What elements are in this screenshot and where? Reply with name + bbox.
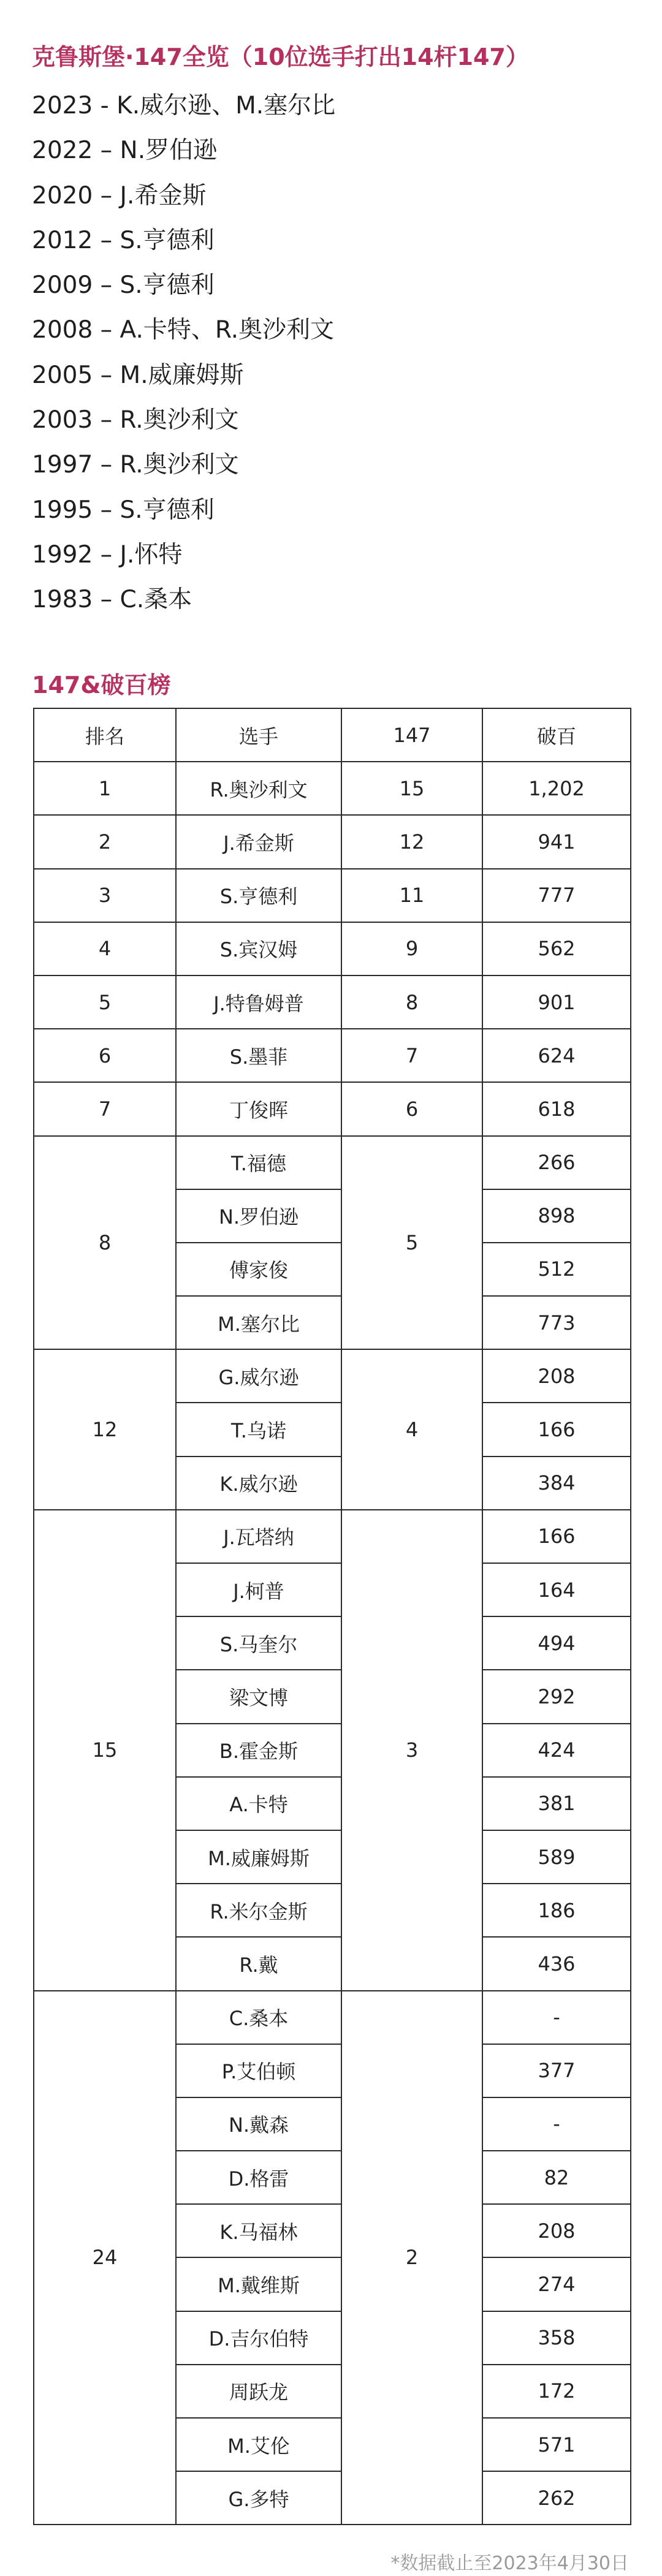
centuries-cell: 1,202 [482,762,631,815]
table-row [34,762,631,815]
count-147-cell: 8 [341,975,482,1029]
player-cell: R.戴 [176,1937,341,1990]
table-row [34,1510,631,1563]
count-147-cell: 7 [341,1029,482,1082]
centuries-cell: 358 [482,2311,631,2365]
header-147: 147 [341,708,482,762]
player-cell: S.马奎尔 [176,1616,341,1670]
data-footnote: *数据截止至2023年4月30日 [390,2553,629,2574]
centuries-cell: 166 [482,1510,631,1563]
rank-cell: 3 [34,869,176,922]
winner-item: 2020 – J.希金斯 [32,181,207,210]
winner-item: 2023 - K.威尔逊、M.塞尔比 [32,92,336,119]
centuries-cell: 571 [482,2418,631,2471]
centuries-cell: 512 [482,1243,631,1296]
player-cell: R.米尔金斯 [176,1884,341,1937]
centuries-cell: 562 [482,922,631,975]
player-cell: 丁俊晖 [176,1082,341,1135]
centuries-cell: 901 [482,975,631,1029]
player-cell: S.墨菲 [176,1029,341,1082]
player-cell: N.戴森 [176,2097,341,2151]
centuries-cell: 186 [482,1884,631,1937]
count-147-cell: 3 [341,1510,482,1991]
rank-cell: 4 [34,922,176,975]
winner-item: 2005 – M.威廉姆斯 [32,361,244,389]
centuries-cell: 898 [482,1189,631,1243]
player-cell: 梁文博 [176,1670,341,1723]
centuries-cell: 208 [482,1349,631,1403]
table-row [34,1029,631,1082]
count-147-cell: 6 [341,1082,482,1135]
rank-cell: 15 [34,1510,176,1991]
rank-cell: 6 [34,1029,176,1082]
player-cell: J.希金斯 [176,815,341,868]
table-row [34,815,631,868]
table-row [34,869,631,922]
centuries-cell: 266 [482,1136,631,1189]
centuries-cell: 172 [482,2365,631,2418]
player-cell: M.威廉姆斯 [176,1830,341,1884]
table-header-row [34,708,631,762]
player-cell: D.吉尔伯特 [176,2311,341,2365]
rank-cell: 12 [34,1349,176,1510]
winner-item: 2009 – S.亨德利 [32,271,215,300]
table-row [34,1136,631,1189]
player-cell: 傅家俊 [176,1243,341,1296]
centuries-cell: 166 [482,1403,631,1456]
rank-cell: 7 [34,1082,176,1135]
player-cell: M.戴维斯 [176,2257,341,2311]
header-rank: 排名 [34,708,176,762]
table-row [34,1082,631,1135]
centuries-cell: 436 [482,1937,631,1990]
player-cell: B.霍金斯 [176,1724,341,1777]
centuries-cell: - [482,1991,631,2044]
winner-item: 2008 – A.卡特、R.奥沙利文 [32,316,335,344]
centuries-cell: 384 [482,1457,631,1510]
centuries-cell: 381 [482,1777,631,1830]
count-147-cell: 4 [341,1349,482,1510]
centuries-cell: 773 [482,1296,631,1349]
rank-cell: 24 [34,1991,176,2525]
centuries-cell: 618 [482,1082,631,1135]
player-cell: J.柯普 [176,1563,341,1616]
header-player: 选手 [176,708,341,762]
rank-cell: 5 [34,975,176,1029]
player-cell: 周跃龙 [176,2365,341,2418]
player-cell: M.艾伦 [176,2418,341,2471]
centuries-cell: 377 [482,2044,631,2097]
section-heading-147: 克鲁斯堡·147全览（10位选手打出14杆147） [32,44,529,70]
count-147-cell: 15 [341,762,482,815]
winner-item: 1992 – J.怀特 [32,540,183,569]
winner-item: 2012 – S.亨德利 [32,226,215,254]
player-cell: P.艾伯顿 [176,2044,341,2097]
player-cell: J.瓦塔纳 [176,1510,341,1563]
rank-cell: 1 [34,762,176,815]
rank-cell: 2 [34,815,176,868]
centuries-cell: 292 [482,1670,631,1723]
count-147-cell: 5 [341,1136,482,1350]
centuries-cell: 424 [482,1724,631,1777]
count-147-cell: 9 [341,922,482,975]
count-147-cell: 12 [341,815,482,868]
player-cell: G.威尔逊 [176,1349,341,1403]
centuries-cell: 262 [482,2471,631,2525]
rank-cell: 8 [34,1136,176,1350]
player-cell: J.特鲁姆普 [176,975,341,1029]
count-147-cell: 11 [341,869,482,922]
winner-item: 1983 – C.桑本 [32,586,192,614]
centuries-cell: 941 [482,815,631,868]
table-row [34,922,631,975]
section-heading-ranking: 147&破百榜 [32,672,171,699]
ranking-table [33,708,631,2525]
table-row [34,1991,631,2044]
centuries-cell: 624 [482,1029,631,1082]
centuries-cell: 164 [482,1563,631,1616]
centuries-cell: - [482,2097,631,2151]
player-cell: C.桑本 [176,1991,341,2044]
player-cell: M.塞尔比 [176,1296,341,1349]
centuries-cell: 82 [482,2151,631,2204]
player-cell: K.威尔逊 [176,1457,341,1510]
player-cell: A.卡特 [176,1777,341,1830]
winner-item: 2003 – R.奥沙利文 [32,406,239,434]
table-row [34,975,631,1029]
player-cell: S.宾汉姆 [176,922,341,975]
winner-item: 2022 – N.罗伯逊 [32,137,218,165]
table-body [34,762,631,2525]
header-centuries: 破百 [482,708,631,762]
centuries-cell: 274 [482,2257,631,2311]
centuries-cell: 494 [482,1616,631,1670]
player-cell: K.马福林 [176,2204,341,2257]
centuries-cell: 777 [482,869,631,922]
player-cell: G.多特 [176,2471,341,2525]
centuries-cell: 589 [482,1830,631,1884]
player-cell: T.福德 [176,1136,341,1189]
centuries-cell: 208 [482,2204,631,2257]
winners-list [32,83,633,623]
winner-item: 1995 – S.亨德利 [32,496,215,524]
player-cell: D.格雷 [176,2151,341,2204]
table-row [34,1349,631,1403]
player-cell: R.奥沙利文 [176,762,341,815]
player-cell: N.罗伯逊 [176,1189,341,1243]
winner-item: 1997 – R.奥沙利文 [32,451,239,479]
count-147-cell: 2 [341,1991,482,2525]
player-cell: T.乌诺 [176,1403,341,1456]
player-cell: S.亨德利 [176,869,341,922]
